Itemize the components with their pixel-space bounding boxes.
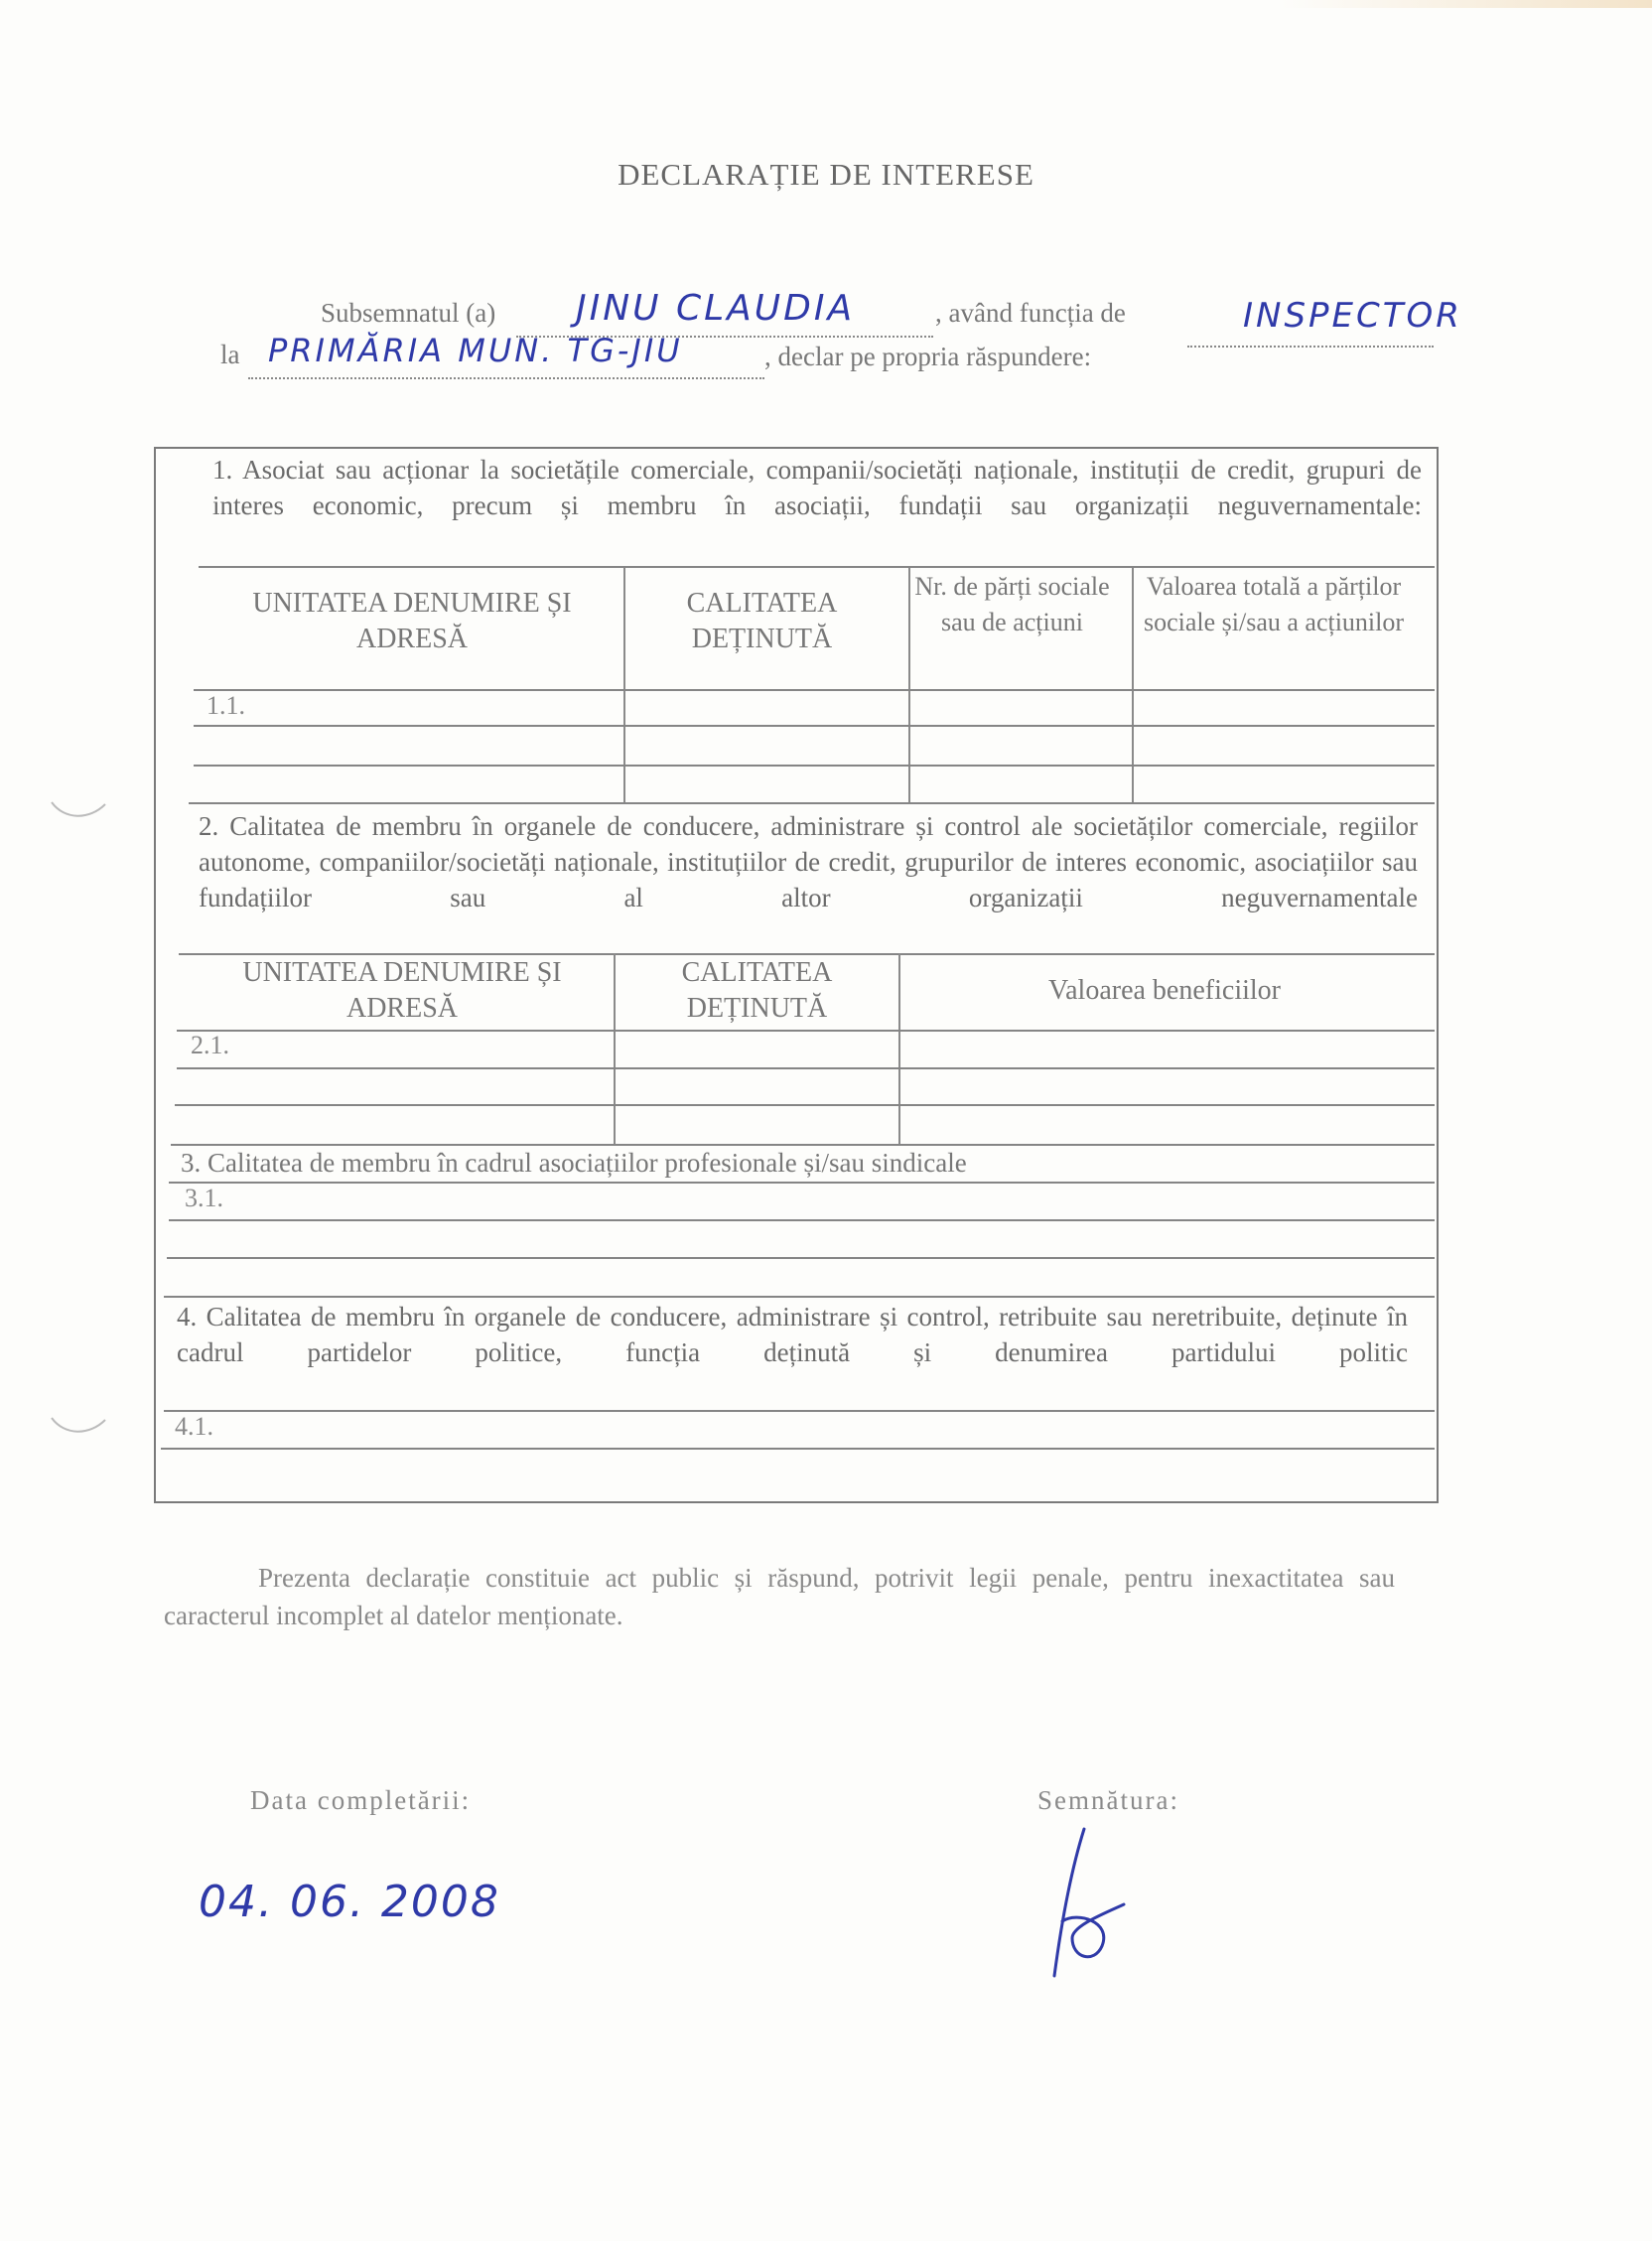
label-subsemnatul: Subsemnatul (a) [321,298,496,328]
punch-hole-mark [50,1410,109,1440]
label-avand-functia: , având funcția de [935,298,1126,328]
s3-row-label: 3.1. [185,1184,223,1212]
punch-hole-mark [50,794,109,824]
institution-field [248,332,764,379]
label-la: la [220,340,240,369]
section3-heading: 3. Calitatea de membru în cadrul asociațiilor profesionale și/sau sindicale [181,1148,967,1178]
name-handwritten: JINU CLAUDIA [576,288,856,329]
divider [171,1144,1435,1146]
divider [908,568,910,804]
s2-row-label: 2.1. [191,1031,229,1059]
signature-label: Semnătura: [1037,1785,1179,1815]
date-handwritten: 04. 06. 2008 [199,1877,500,1927]
divider [623,568,625,804]
divider [164,1296,1435,1298]
divider [194,689,1435,691]
s2-col-calitatea: CALITATEA DEȚINUTĂ [681,957,833,1024]
s2-col-unitatea: UNITATEA DENUMIRE ȘI ADRESĂ [242,957,562,1024]
divider [164,1410,1435,1412]
divider [898,953,900,1144]
s1-col-nr-parti: Nr. de părți sociale sau de acțiuni [914,572,1110,636]
divider [1132,568,1134,804]
footer-statement: Prezenta declarație constituie act public și răspund, potrivit legii penale, pentru inexactitatea sau caracterul incomplet al datelor menționate. [164,1563,1395,1630]
page-title: DECLARAȚIE DE INTERESE [618,157,1034,192]
divider [169,1182,1435,1184]
divider [189,802,1435,804]
s1-col-valoarea: Valoarea totală a părților sociale și/sau a acțiunilor [1143,572,1405,636]
divider [177,1030,1435,1032]
institution-handwritten: PRIMĂRIA MUN. TG-JIU [268,332,683,369]
s1-col-unitatea: UNITATEA DENUMIRE ȘI ADRESĂ [252,588,572,654]
divider [199,566,1435,568]
s2-col-valoarea-beneficiilor: Valoarea beneficiilor [1048,975,1281,1006]
section4-heading: 4. Calitatea de membru în organele de conducere, administrare și control, retribuite sau neretribuite, deținute în cadrul partidelor politice, funcția deținută și denumirea partidului politic [177,1302,1408,1367]
divider [614,953,616,1144]
label-declar: , declar pe propria răspundere: [764,342,1092,371]
function-field [1187,296,1462,348]
divider [177,1067,1435,1069]
section2-heading: 2. Calitatea de membru în organele de conducere, administrare și control ale societăților comerciale, regiilor autonome, companiilor/societăți naționale, instituțiilor de credit, grupurilor de interes economic, asociațiilor sau fundațiilor sau al altor organizații neguvernamentale [199,811,1418,912]
divider [194,725,1435,727]
date-label: Data completării: [250,1785,472,1815]
section1-heading: 1. Asociat sau acționar la societățile comerciale, companii/societăți naționale, instituții de credit, grupuri de interes economic, precum și membru în asociații, fundații sau organizații neguvernamentale: [212,455,1422,520]
divider [194,765,1435,767]
s1-row-label: 1.1. [206,691,245,720]
s1-col-calitatea: CALITATEA DEȚINUTĂ [686,588,838,654]
divider [175,1104,1435,1106]
signature-scribble [1032,1827,1142,1986]
s4-row-label: 4.1. [175,1412,213,1441]
divider [161,1448,1435,1450]
scan-edge [1281,0,1652,8]
divider [169,1219,1435,1221]
function-handwritten: INSPECTOR [1243,296,1462,336]
divider [167,1257,1435,1259]
